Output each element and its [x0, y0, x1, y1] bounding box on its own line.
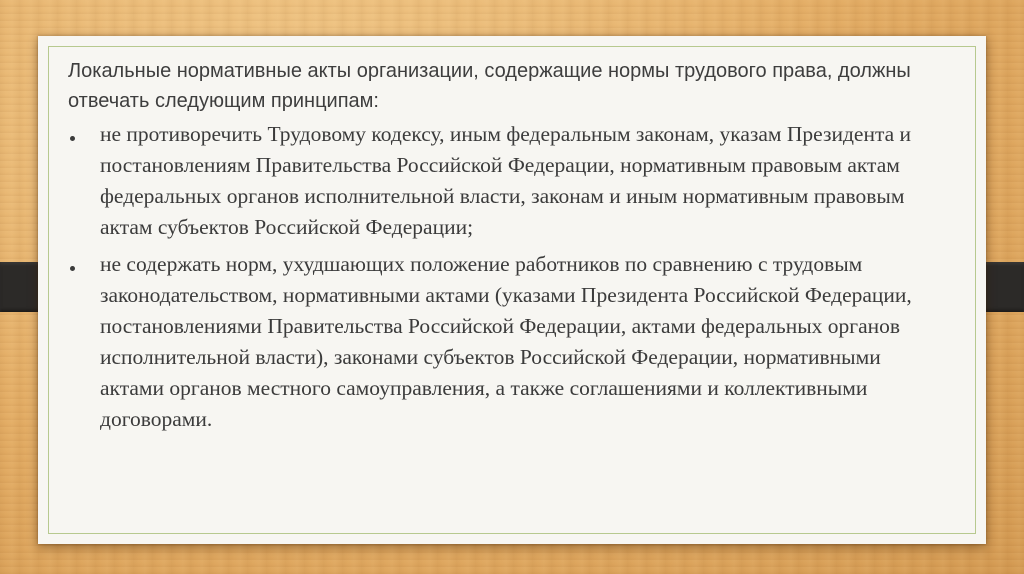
bullet-icon	[70, 266, 75, 271]
list-item	[68, 249, 948, 435]
slide-card	[38, 36, 986, 544]
bullet-text: не противоречить Трудовому кодексу, иным федеральным законам, указам Президента и постановлениям Правительства Российской Федерации, нормативным правовым актам федеральных органов исполнительной власти, законам и иным нормативным правовым актам субъектов Российской Федерации;	[100, 122, 912, 239]
intro-text: Локальные нормативные акты организации, содержащие нормы трудового права, должны отвечать следующим принципам:	[68, 60, 911, 112]
slide-content	[68, 56, 948, 441]
principles-list	[68, 119, 948, 435]
list-item	[68, 119, 948, 243]
bullet-icon	[70, 136, 75, 141]
bullet-text: не содержать норм, ухудшающих положение работников по сравнению с трудовым законодательством, нормативными актами (указами Президента Российской Федерации, постановлениями Правительства Российской Федерации, актами федеральных органов исполнительной власти), законами субъектов Российской Федерации, нормативными актами органов местного самоуправления, а также соглашениями и коллективными договорами.	[100, 252, 912, 431]
